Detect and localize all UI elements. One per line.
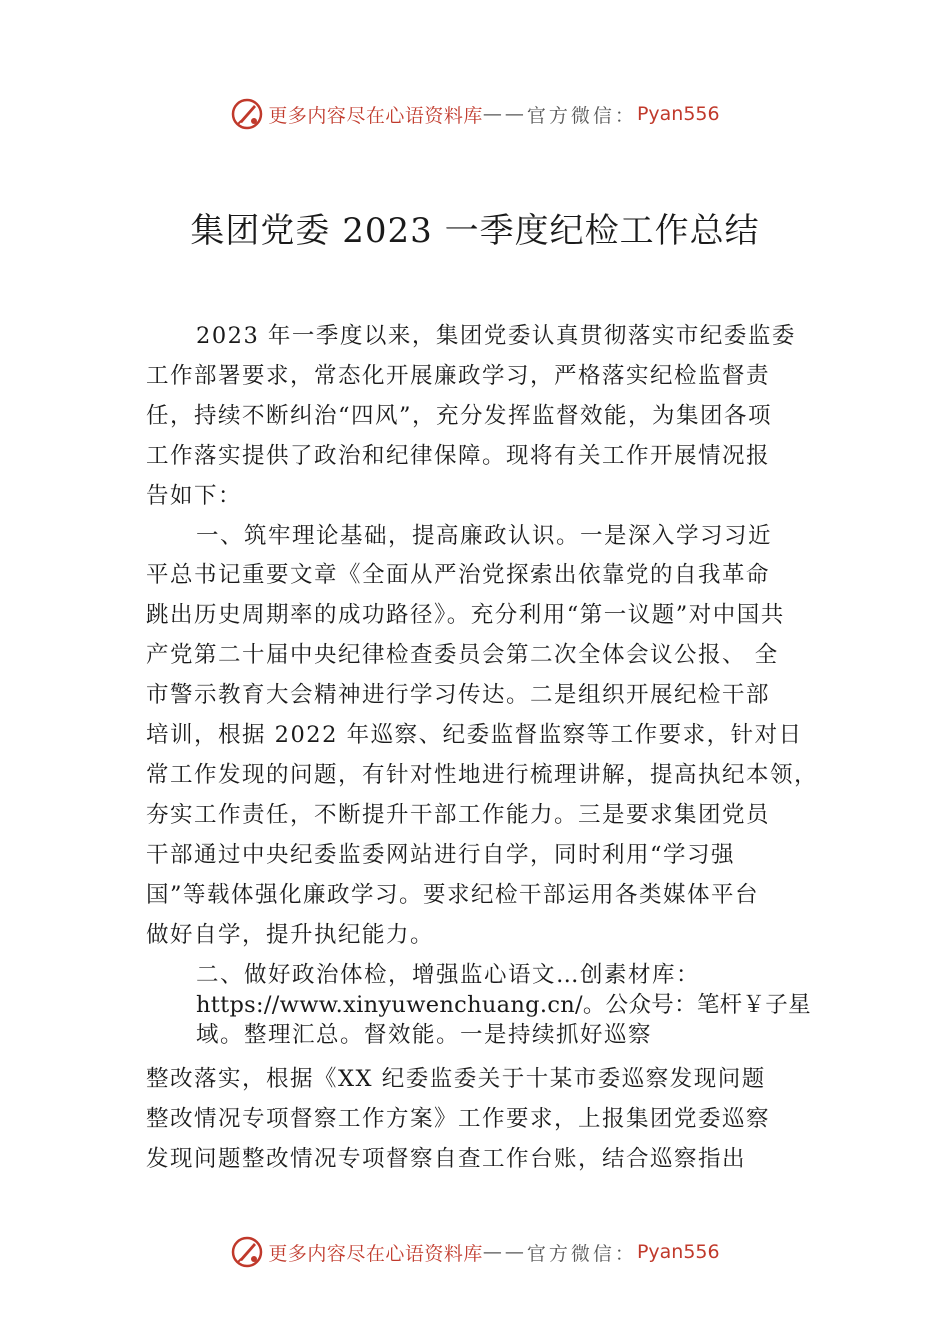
body-line: 发现问题整改情况专项督察自查工作台账，结合巡察指出 [146,1146,747,1172]
body-line: 平总书记重要文章《全面从严治党探索出依靠党的自我革命 [146,562,771,588]
banner-wechat-label: 官方微信： [526,104,637,127]
banner-dash: —— [482,103,527,125]
body-line: 国”等载体强化廉政学习。要求纪检干部运用各类媒体平台 [146,882,760,908]
body-line: 做好自学，提升执纪能力。 [146,922,435,948]
body-line: 跳出历史周期率的成功路径》。充分利用“第一议题”对中国共 [146,602,785,628]
quill-seal-icon [230,97,264,131]
banner-site-name: 更多内容尽在心语资料库 [268,1242,483,1265]
banner-wechat-id: Pyan556 [636,103,720,125]
body-line: 常工作发现的问题，有针对性地进行梳理讲解，提高执纪本领， [146,762,819,788]
body-line: 整改落实，根据《XX 纪委监委关于十某市委巡察发现问题 [146,1066,766,1092]
section-heading-line: 一、筑牢理论基础，提高廉政认识。一是深入学习习近 [196,523,773,549]
section-heading-line: 二、做好政治体检，增强监心语文…创素材库： [196,962,701,988]
footer-banner [0,1232,950,1272]
body-line: 市警示教育大会精神进行学习传达。二是组织开展纪检干部 [146,682,771,708]
body-line: 干部通过中央纪委监委网站进行自学，同时利用“学习强 [146,842,736,868]
body-line: 培训，根据 2022 年巡察、纪委监督监察等工作要求，针对日 [146,722,803,748]
body-line: 任，持续不断纠治“四风”，充分发挥监督效能，为集团各项 [146,403,773,429]
banner-wechat-id: Pyan556 [636,1241,720,1263]
banner-dash: —— [482,1241,527,1263]
body-line: https://www.xinyuwenchuang.cn/。公众号：笔杆￥子星 [196,992,811,1018]
body-line: 夯实工作责任，不断提升干部工作能力。三是要求集团党员 [146,802,771,828]
body-line: 域。整理汇总。督效能。一是持续抓好巡察 [196,1022,653,1048]
body-line: 产党第二十届中央纪律检查委员会第二次全体会议公报、 全 [146,642,779,668]
body-line: 工作部署要求，常态化开展廉政学习，严格落实纪检监督责 [146,363,771,389]
banner-wechat-label: 官方微信： [526,1242,637,1265]
body-line: 2023 年一季度以来，集团党委认真贯彻落实市纪委监委 [196,323,796,349]
quill-seal-icon [230,1235,264,1269]
body-line: 工作落实提供了政治和纪律保障。现将有关工作开展情况报 [146,443,771,469]
banner-site-name: 更多内容尽在心语资料库 [268,104,483,127]
document-title: 集团党委 2023 一季度纪检工作总结 [190,211,760,251]
body-line: 告如下： [146,483,243,509]
header-banner [0,94,950,134]
body-line: 整改情况专项督察工作方案》工作要求，上报集团党委巡察 [146,1106,771,1132]
